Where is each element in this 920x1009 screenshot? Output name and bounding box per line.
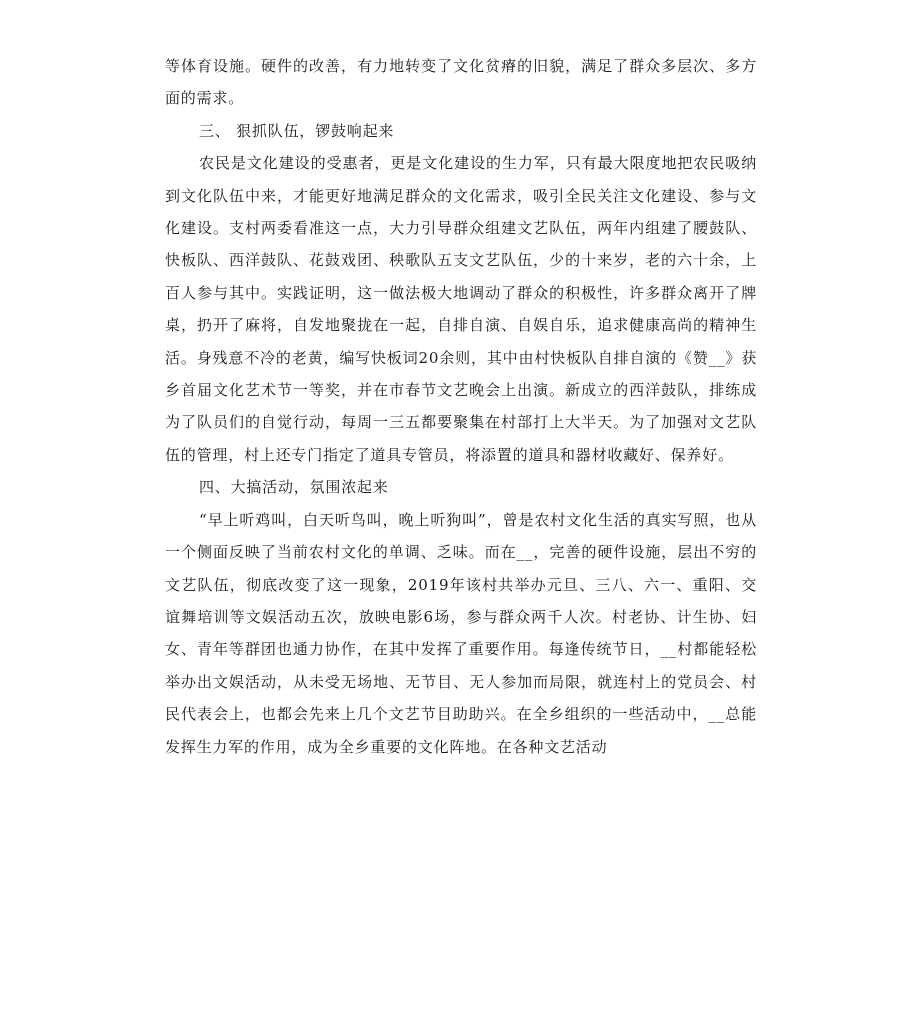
paragraph-facilities: 等体育设施。硬件的改善，有力地转变了文化贫瘠的旧貌，满足了群众多层次、多方面的需求。 [165, 57, 757, 108]
section-heading-3: 三、 狠抓队伍，锣鼓响起来 [199, 121, 395, 140]
section-heading-4: 四、大搞活动，氛围浓起来 [199, 478, 389, 497]
paragraph-activities: “早上听鸡叫，白天听鸟叫，晚上听狗叫”，曾是农村文化生活的真实写照，也从一个侧面反映了当前农村文化的单调、乏味。而在__，完善的硬件设施，层出不穷的文艺队伍，彻底改变了这一现象，2019年该村共举办元旦、三八、六一、重阳、交谊舞培训等文娱活动五次，放映电影6场，参与群众两千人次。村老协、计生协、妇女、青年等群团也通力协作，在其中发挥了重要作用。每逢传统节日，__村都能轻松举办出文娱活动，从未受无场地、无节目、无人参加而局限，就连村上的党员会、村民代表会上，也都会先来上几个文艺节目助助兴。在全乡组织的一些活动中，__总能发挥生力军的作用，成为全乡重要的文化阵地。在各种文艺活动 [165, 510, 757, 756]
document-page [165, 50, 757, 763]
paragraph-team-building: 农民是文化建设的受惠者，更是文化建设的生力军，只有最大限度地把农民吸纳到文化队伍中来，才能更好地满足群众的文化需求，吸引全民关注文化建设、参与文化建设。支村两委看准这一点，大力引导群众组建文艺队伍，两年内组建了腰鼓队、快板队、西洋鼓队、花鼓戏团、秧歌队五支文艺队伍，少的十来岁，老的六十余，上百人参与其中。实践证明，这一做法极大地调动了群众的积极性，许多群众离开了牌桌，扔开了麻将，自发地聚拢在一起，自排自演、自娱自乐，追求健康高尚的精神生活。身残意不冷的老黄，编写快板词20余则，其中由村快板队自排自演的《赞__》获乡首届文化艺术节一等奖，并在市春节文艺晚会上出演。新成立的西洋鼓队，排练成为了队员们的自觉行动，每周一三五都要聚集在村部打上大半天。为了加强对文艺队伍的管理，村上还专门指定了道具专管员，将添置的道具和器材收藏好、保养好。 [165, 154, 757, 464]
